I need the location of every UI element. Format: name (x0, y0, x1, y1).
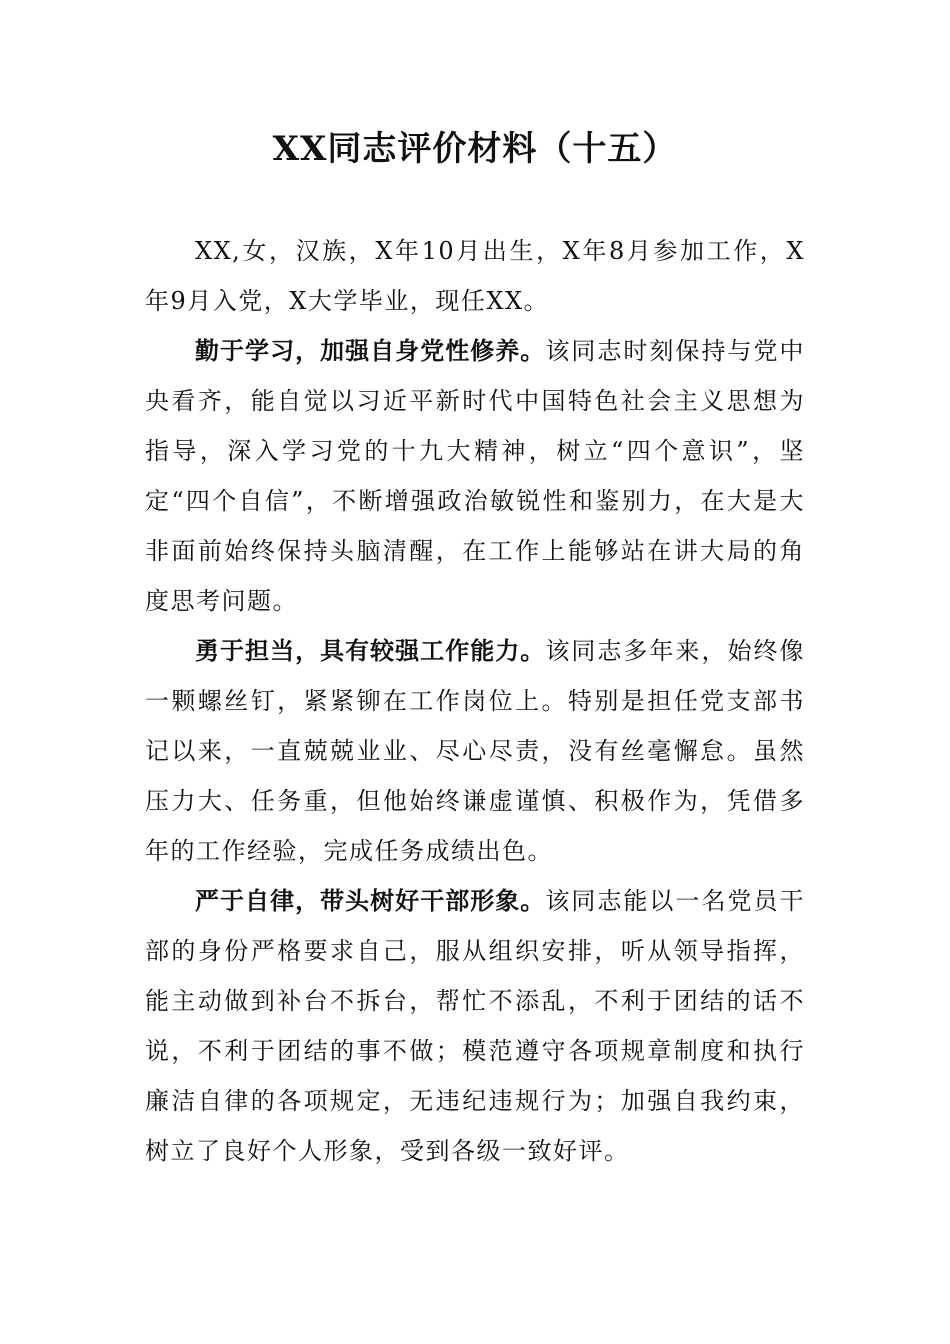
section-paragraph-study (145, 326, 805, 626)
section-heading: 勇于担当，具有较强工作能力。 (195, 637, 546, 665)
section-paragraph-discipline (145, 876, 805, 1176)
section-heading: 严于自律，带头树好干部形象。 (195, 887, 546, 915)
intro-paragraph: XX,女，汉族，X年10月出生，X年8月参加工作，X年9月入党，X大学毕业，现任XX。 (145, 237, 805, 315)
document-title: XX同志评价材料（十五） (272, 129, 678, 169)
section-text: 该同志多年来，始终像一颗螺丝钉，紧紧铆在工作岗位上。特别是担任党支部书记以来，一直兢兢业业、尽心尽责，没有丝毫懈怠。虽然压力大、任务重，但他始终谦虚谨慎、积极作为，凭借多年的工作经验，完成任务成绩出色。 (145, 637, 806, 865)
section-text: 该同志能以一名党员干部的身份严格要求自己，服从组织安排，听从领导指挥，能主动做到补台不拆台，帮忙不添乱，不利于团结的话不说，不利于团结的事不做；模范遵守各项规章制度和执行廉洁自律的各项规定，无违纪违规行为；加强自我约束，树立了良好个人形象，受到各级一致好评。 (145, 887, 806, 1165)
document-body (145, 226, 805, 1176)
section-heading: 勤于学习，加强自身党性修养。 (195, 337, 546, 365)
section-paragraph-responsibility (145, 626, 805, 876)
section-text: 该同志时刻保持与党中央看齐，能自觉以习近平新时代中国特色社会主义思想为指导，深入学习党的十九大精神，树立“四个意识”，坚定“四个自信”，不断增强政治敏锐性和鉴别力，在大是大非面前始终保持头脑清醒，在工作上能够站在讲大局的角度思考问题。 (145, 337, 806, 615)
